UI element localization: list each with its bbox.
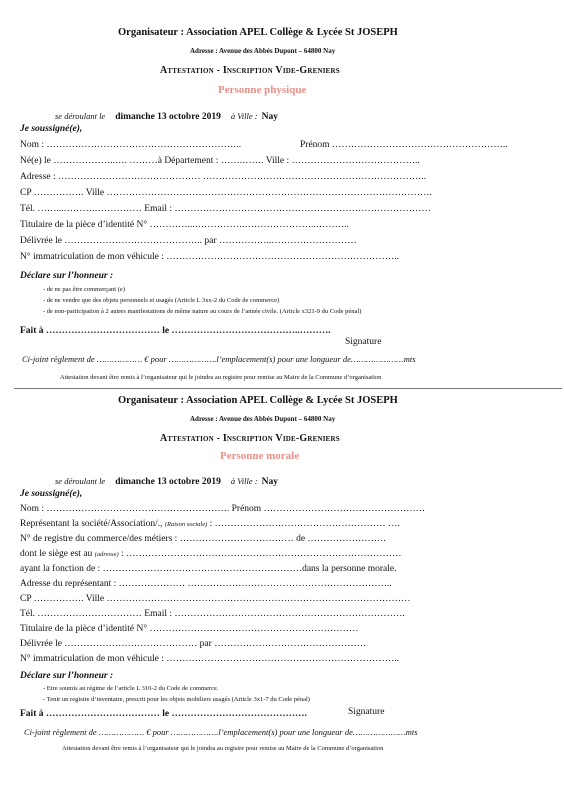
field-delivree: Délivrée le …………………………………….. par ……………..……………………… [20,236,357,246]
section-divider [14,388,562,389]
attestation-title: Attestation - Inscription Vide-Greniers [160,65,340,76]
remise-note: Attestation devant être remis à l’organisateur qui le joindra au registre pour remise au Maire de la Commune d’organisation [62,745,384,752]
reglement-line: Ci-joint règlement de ……………… € pour ……………….l’emplacement(s) pour une longueur de…………………mts [22,354,416,364]
declare-label: Déclare sur l’honneur : [20,671,114,681]
organizer-heading: Organisateur : Association APEL Collège & Lycée St JOSEPH [118,27,398,38]
declaration-item: - de ne vendre que des objets personnels et usagés (Article L 3xx-2 du Code de commerce) [43,298,279,305]
field-adresse: Adresse : ……………………………………… …………………………………………………………….. [20,172,427,182]
siege-label: dont le siège est au [20,549,93,559]
date-prefix: se déroulant le [55,476,106,486]
event-date-line [55,472,278,488]
date-prefix: se déroulant le [55,111,106,121]
field-titulaire: Titulaire de la pièce d’identité N° …………...…………….…………………..……….. [20,220,350,230]
remise-note: Attestation devant être remis à l’organisateur qui le joindra au registre pour remise au Maire de la Commune d’organisation [60,374,382,381]
reglement-line: Ci-joint règlement de ……………… € pour ……………….l’emplacement(s) pour une longueur de…………………mts [24,727,418,737]
field-nom: Nom : …………………………………………………….. [20,140,242,150]
attestation-title: Attestation - Inscription Vide-Greniers [160,433,340,444]
event-date-line [55,107,278,123]
declaration-item: - de ne pas être commerçant (e) [43,287,125,294]
field-immatriculation: N° immatriculation de mon véhicule : ……………………………………………………………….. [20,252,400,262]
declaration-item: - Tenir un registre d’inventaire, prescrit pour les objets mobiliers usagés (Article 3x1-7 du Code pénal) [43,697,310,704]
representant-label: Représentant la société/Association/., [20,519,163,529]
city-prefix: à Ville : [230,111,258,121]
field-prenom: Prénom ……………………………………………….. [300,140,508,150]
declare-label: Déclare sur l’honneur : [20,271,114,281]
soussigne-label: Je soussigné(e), [20,489,83,499]
field-fonction: ayant la fonction de : ………………………………………………………dans la personne morale. [20,564,397,574]
fait-a-line: Fait à ……………………………… le ……………………………………. [20,709,307,719]
representant-dots: : ……………………………………………… …. [209,519,400,529]
city-prefix: à Ville : [230,476,258,486]
field-tel-email: Tél. ……...……….…………… Email : ……………………………………………………………………… [20,204,431,214]
declaration-item: - Etre soumis au régime de l’article L 310-2 du Code de commerce. [43,686,218,693]
field-cp-ville: CP ……………. Ville …………………………………………………………………………………………. [20,188,432,198]
organizer-address: Adresse : Avenue des Abbés Dupont – 64800 Nay [190,47,336,55]
organizer-heading: Organisateur : Association APEL Collège & Lycée St JOSEPH [118,395,398,406]
field-immatriculation: N° immatriculation de mon véhicule : ……………………………………………………………….. [20,654,400,664]
form-subtitle: Personne morale [220,450,300,462]
signature-label: Signature [348,707,385,717]
field-adresse-representant: Adresse du représentant : ………………… ……………………………………………………….. [20,579,392,589]
field-naissance: Né(e) le ………………..…. ………à Département : …….……. Ville : ………………………………….. [20,156,420,166]
city-value: Nay [261,112,278,122]
declaration-item: - de non-participation à 2 autres manifestations de même nature au cours de l’année civile. (Article x321-9 du Code pénal) [43,309,361,316]
organizer-address: Adresse : Avenue des Abbés Dupont – 64800 Nay [190,415,336,423]
field-representant [20,520,400,530]
raison-sociale-hint: (Raison sociale) [164,521,208,528]
field-nom-prenom: Nom : …………………………………………………. Prénom …………………………………………… [20,504,426,514]
date-value: dimanche 13 octobre 2019 [115,112,221,122]
field-tel-email: Tél. …………………………… Email : ………………………………………………………………. [20,609,405,619]
city-value: Nay [261,477,278,487]
date-value: dimanche 13 octobre 2019 [115,477,221,487]
soussigne-label: Je soussigné(e), [20,124,83,134]
form-subtitle: Personne physique [218,84,307,96]
field-siege [20,550,402,560]
field-titulaire: Titulaire de la pièce d’identité N° ………………………………………………………… [20,624,359,634]
field-delivree: Délivrée le …………………………………… par ………………………………………… [20,639,367,649]
field-cp-ville: CP ……………. Ville …………………………………………………………………………………… [20,594,411,604]
signature-label: Signature [345,337,382,347]
adresse-hint: (adresse) [94,551,119,558]
siege-dots: : …………………………………………………………………………… [121,549,402,559]
fait-a-line: Fait à ……………………………… le …………………………………..………. [20,326,331,336]
field-registre: N° de registre du commerce/des métiers : ……………………………… de ……………………. [20,534,386,544]
